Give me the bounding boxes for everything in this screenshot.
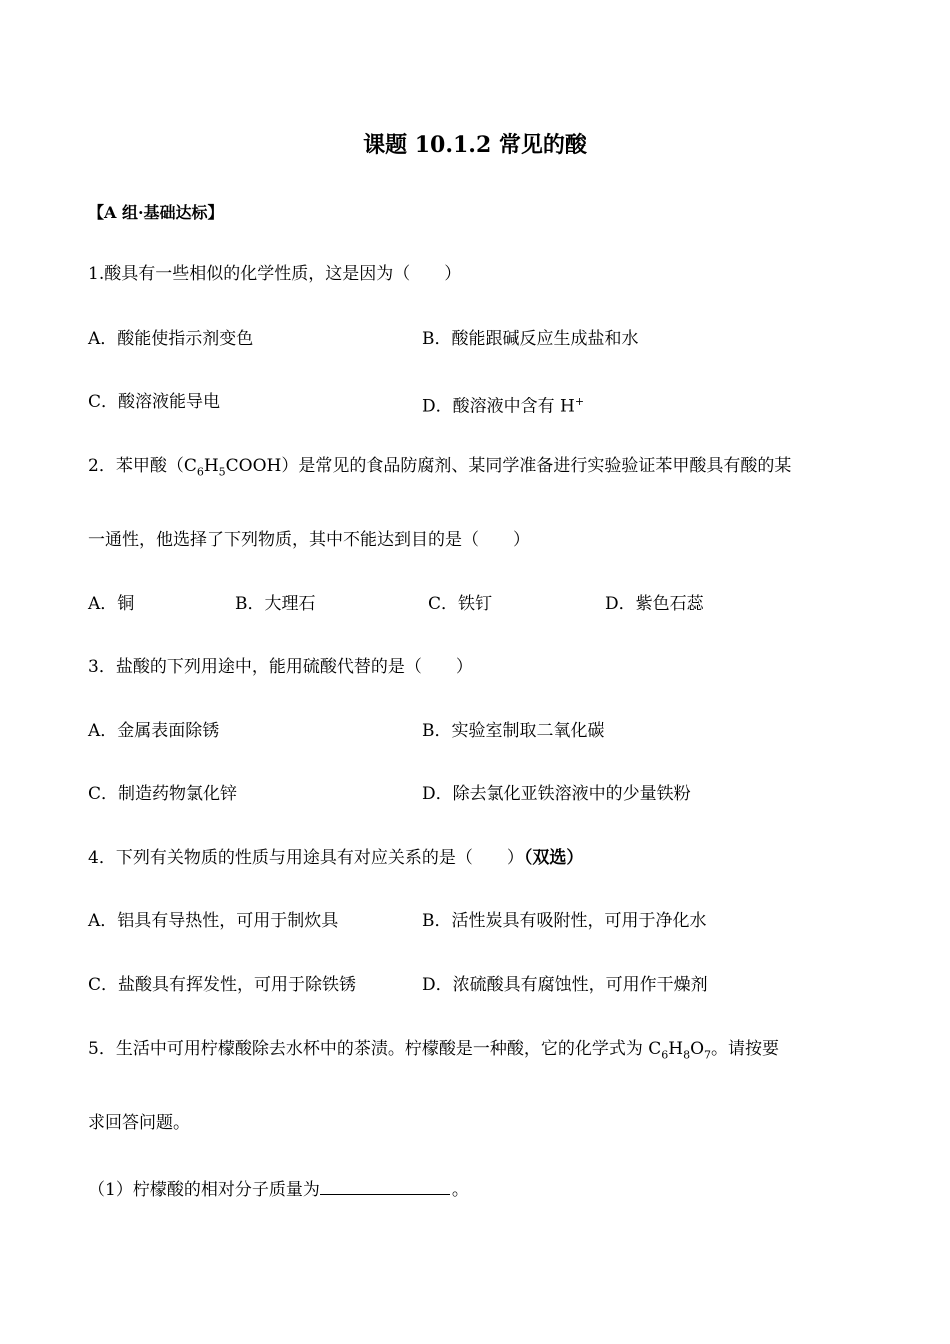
question-5-subquestion-1: （1）柠檬酸的相对分子质量为 。	[88, 1176, 469, 1202]
question-1-option-b: B．酸能跟碱反应生成盐和水	[422, 329, 639, 349]
question-2-option-a: A．铜	[88, 594, 135, 614]
question-4-option-b: B．活性炭具有吸附性，可用于净化水	[422, 911, 707, 931]
question-4-option-d: D．浓硫酸具有腐蚀性，可用作干燥剂	[422, 975, 708, 995]
question-3-stem: 3．盐酸的下列用途中，能用硫酸代替的是（ ）	[88, 657, 473, 677]
question-5-stem: 5．生活中可用柠檬酸除去水杯中的茶渍。柠檬酸是一种酸，它的化学式为 $C_6H_8O_7$。请按要	[88, 1039, 779, 1062]
question-1-option-a: A．酸能使指示剂变色	[88, 329, 254, 349]
question-3-option-b: B．实验室制取二氧化碳	[422, 721, 605, 741]
question-5-stem-line2: 求回答问题。	[88, 1113, 190, 1133]
question-2-option-d: D．紫色石蕊	[605, 594, 704, 614]
question-2-option-b: B．大理石	[235, 594, 316, 614]
question-1-option-c: C．酸溶液能导电	[88, 392, 221, 412]
answer-blank[interactable]	[320, 1176, 450, 1195]
question-1-option-d: D．酸溶液中含有 H+	[422, 395, 585, 417]
section-label: 【A 组·基础达标】	[88, 203, 224, 222]
question-2-stem-line2: 一通性，他选择了下列物质，其中不能达到目的是（ ）	[88, 530, 530, 550]
page-title: 课题 10.1.2 常见的酸	[363, 132, 587, 158]
question-3-option-d: D．除去氯化亚铁溶液中的少量铁粉	[422, 784, 691, 804]
question-1-stem: 1.酸具有一些相似的化学性质，这是因为（ ）	[88, 264, 462, 284]
question-3-option-c: C．制造药物氯化锌	[88, 784, 238, 804]
question-3-option-a: A．金属表面除锈	[88, 721, 220, 741]
question-4-stem: 4．下列有关物质的性质与用途具有对应关系的是（ ）（双选）	[88, 848, 584, 868]
question-2-option-c: C．铁钉	[428, 594, 493, 614]
question-4-option-c: C．盐酸具有挥发性，可用于除铁锈	[88, 975, 357, 995]
question-2-stem: 2．苯甲酸$(C_6H_5COOH)$是常见的食品防腐剂、某同学准备进行实验验证苯甲酸具有酸的某	[88, 456, 792, 479]
question-4-option-a: A．铝具有导热性，可用于制炊具	[88, 911, 339, 931]
